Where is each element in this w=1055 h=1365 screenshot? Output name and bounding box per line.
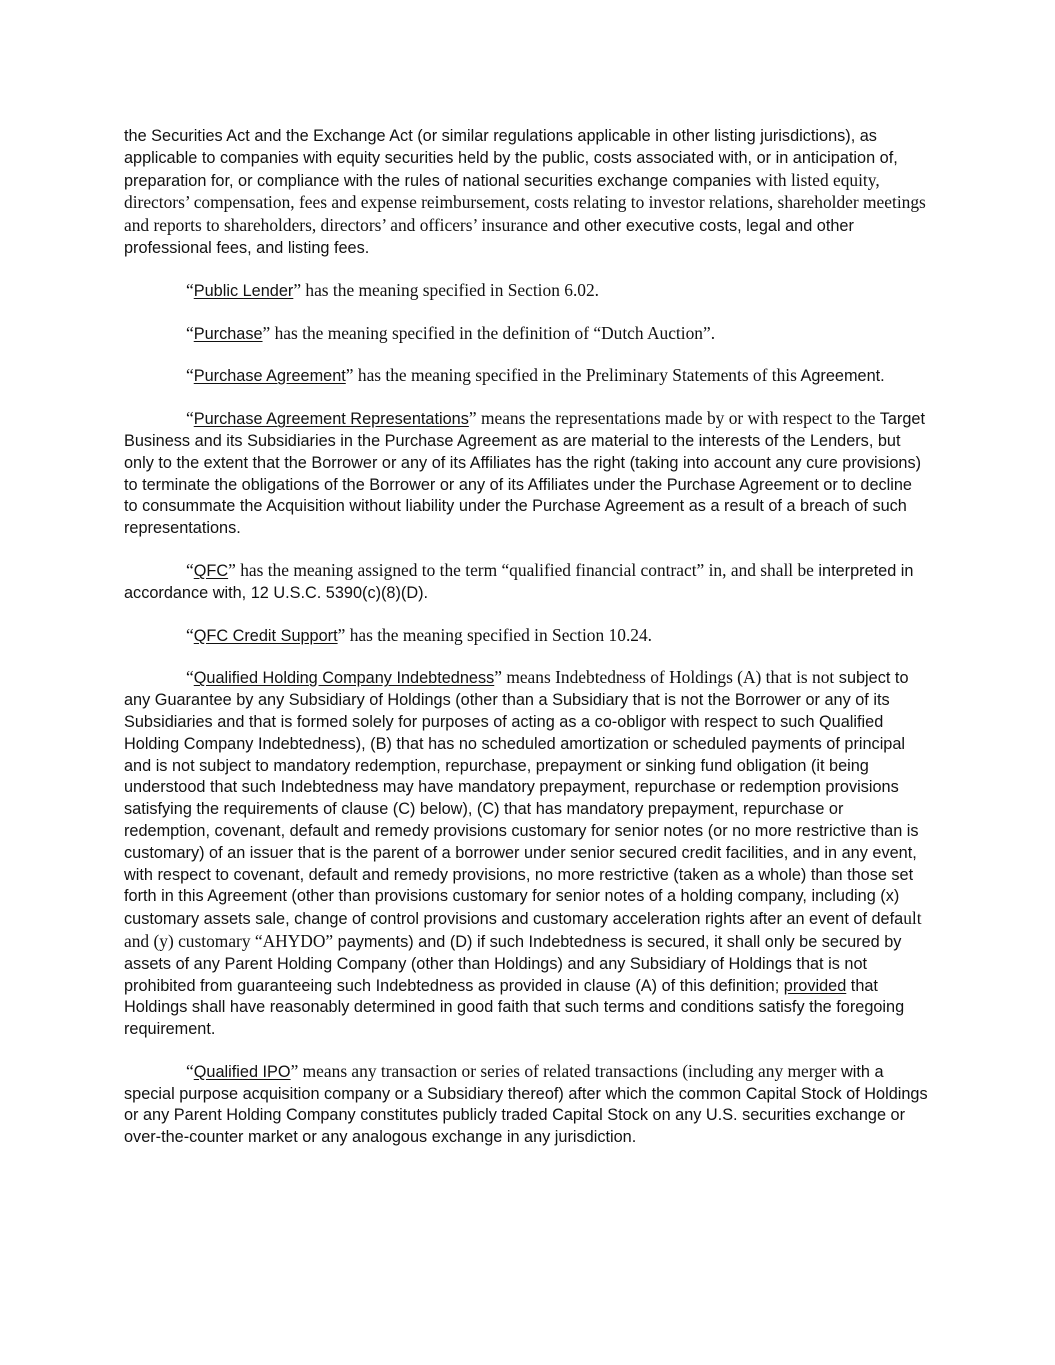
close-quote: ” — [262, 322, 271, 343]
definition-text: interpreted in accordance with, 12 U.S.C. 5390(c)(8)(D). — [124, 561, 914, 602]
open-quote: “ — [186, 667, 194, 688]
defined-term: Qualified Holding Company Indebtedness — [193, 669, 495, 688]
close-quote: ” — [345, 365, 354, 386]
definition-text-serif: has the meaning assigned to the term “qualified financial contract” in, and shall be — [235, 559, 814, 580]
definition-text: Target Business and its Subsidiaries in the Purchase Agreement as are material to the interests of the Lenders, but only to the extent that the Borrower or any of its Affiliates has the right (taking into account any cure provisions) to terminate the obligations of the Borrower or any of its Affiliates under the Purchase Agreement or to decline to consummate the Acquisition without liability under the Purchase Agreement as a result of a breach of such representations. — [124, 410, 925, 538]
definition-text: has the meaning specified in Section 6.02. — [301, 279, 600, 300]
provided-term: provided — [783, 976, 847, 995]
defined-term: Purchase — [193, 324, 263, 343]
definition-text-serif: has the meaning specified in the Preliminary Statements of this — [353, 365, 797, 386]
definition-qualified-ipo — [124, 1061, 928, 1149]
close-quote: ” — [494, 667, 502, 688]
defined-term: Purchase Agreement — [193, 367, 346, 386]
document-page — [124, 126, 928, 1169]
close-quote: ” — [468, 408, 477, 429]
defined-term: QFC Credit Support — [193, 626, 338, 645]
paragraph-text: the Securities Act and the Exchange Act (or similar regulations applicable in other listing jurisdictions), as applicable to companies with equity securities held by the public, costs associated with, or in anticipation of, preparation for, or compliance with the rules of national securities exchange companies — [124, 127, 898, 190]
definition-text: with a special purpose acquisition company or a Subsidiary thereof) after which the common Capital Stock of Holdings or any Parent Holding Company constitutes publicly traded Capital Stock on any U.S. securities exchange or over-the-counter market or any analogous exchange in any jurisdiction. — [124, 1062, 928, 1147]
close-quote: ” — [228, 559, 236, 580]
defined-term: Purchase Agreement Representations — [193, 410, 469, 429]
definition-text: has the meaning specified in Section 10.24. — [345, 624, 653, 645]
definition-qualified-holding-company-indebtedness — [124, 667, 928, 1041]
open-quote: “ — [186, 322, 194, 343]
definition-text: subject to any Guarantee by any Subsidiary of Holdings (other than a Subsidiary that is not the Borrower or any of its Subsidiaries and that is formed solely for purposes of acting as a co-obligor with respect to such Qualified Holding Company Indebtedness), (B) that has no scheduled amortization or scheduled payments of principal and is not subject to mandatory redemption, repurchase, prepayment or sinking fund obligation (it being understood that such Indebtedness may have mandatory prepayment, repurchase or redemption provisions satisfying the requirements of clause (C) below), (C) that has mandatory prepayment, repurchase or redemption, covenant, default and remedy provisions customary for senior notes (or no more restrictive than is customary) of an issuer that is the parent of a borrower under senior secured credit facilities, and in any event, with respect to covenant, default and remedy provisions, no more restrictive (taken as a whole) than those set forth in this Agreement (other than provisions customary for senior notes of a holding company, including (x) customary assets sale, change of control provisions and customary acceleration rights after an event of defa — [124, 669, 919, 929]
definition-public-lender — [124, 280, 928, 303]
open-quote: “ — [186, 624, 194, 645]
defined-term: Qualified IPO — [193, 1062, 291, 1081]
definition-qfc — [124, 560, 928, 605]
definition-text: that Holdings shall have reasonably determined in good faith that such terms and conditions satisfy the foregoing requirement. — [124, 976, 905, 1039]
definition-text-serif: means the representations made by or with respect to the — [476, 408, 876, 429]
open-quote: “ — [186, 408, 194, 429]
definition-text: Agreement. — [796, 367, 885, 386]
defined-term: Public Lender — [193, 281, 294, 300]
definition-qfc-credit-support — [124, 625, 928, 648]
open-quote: “ — [186, 559, 194, 580]
open-quote: “ — [186, 279, 194, 300]
definition-text-serif: means any transaction or series of related transactions (including any merger — [298, 1060, 837, 1081]
definition-text-serif: means Indebtedness of Holdings (A) that is not — [501, 667, 835, 688]
open-quote: “ — [186, 365, 194, 386]
paragraph-text: and other executive costs, legal and other professional fees, and listing fees. — [124, 217, 854, 257]
paragraph-public-company-costs-continued — [124, 126, 928, 260]
definition-text: payments) and (D) if such Indebtedness is secured, it shall only be secured by assets of any Parent Holding Company (other than Holdings) and any Subsidiary of Holdings that is not prohibited from guaranteeing such Indebtedness as provided in clause (A) of this definition; — [124, 932, 902, 995]
close-quote: ” — [337, 624, 346, 645]
definition-text: has the meaning specified in the definition of “Dutch Auction”. — [270, 322, 716, 343]
paragraph-text-serif: with listed equity, directors’ compensation, fees and expense reimbursement, costs relating to investor relations, shareholder meetings and reports to shareholders, directors’ and officers’ insurance — [124, 169, 926, 236]
definition-purchase-agreement — [124, 365, 928, 388]
close-quote: ” — [290, 1060, 299, 1081]
definition-purchase-agreement-representations — [124, 408, 928, 540]
close-quote: ” — [293, 279, 302, 300]
definition-text-serif: ult and (y) customary “AHYDO” — [124, 908, 922, 951]
definition-purchase — [124, 323, 928, 346]
open-quote: “ — [186, 1060, 194, 1081]
defined-term: QFC — [193, 561, 229, 580]
